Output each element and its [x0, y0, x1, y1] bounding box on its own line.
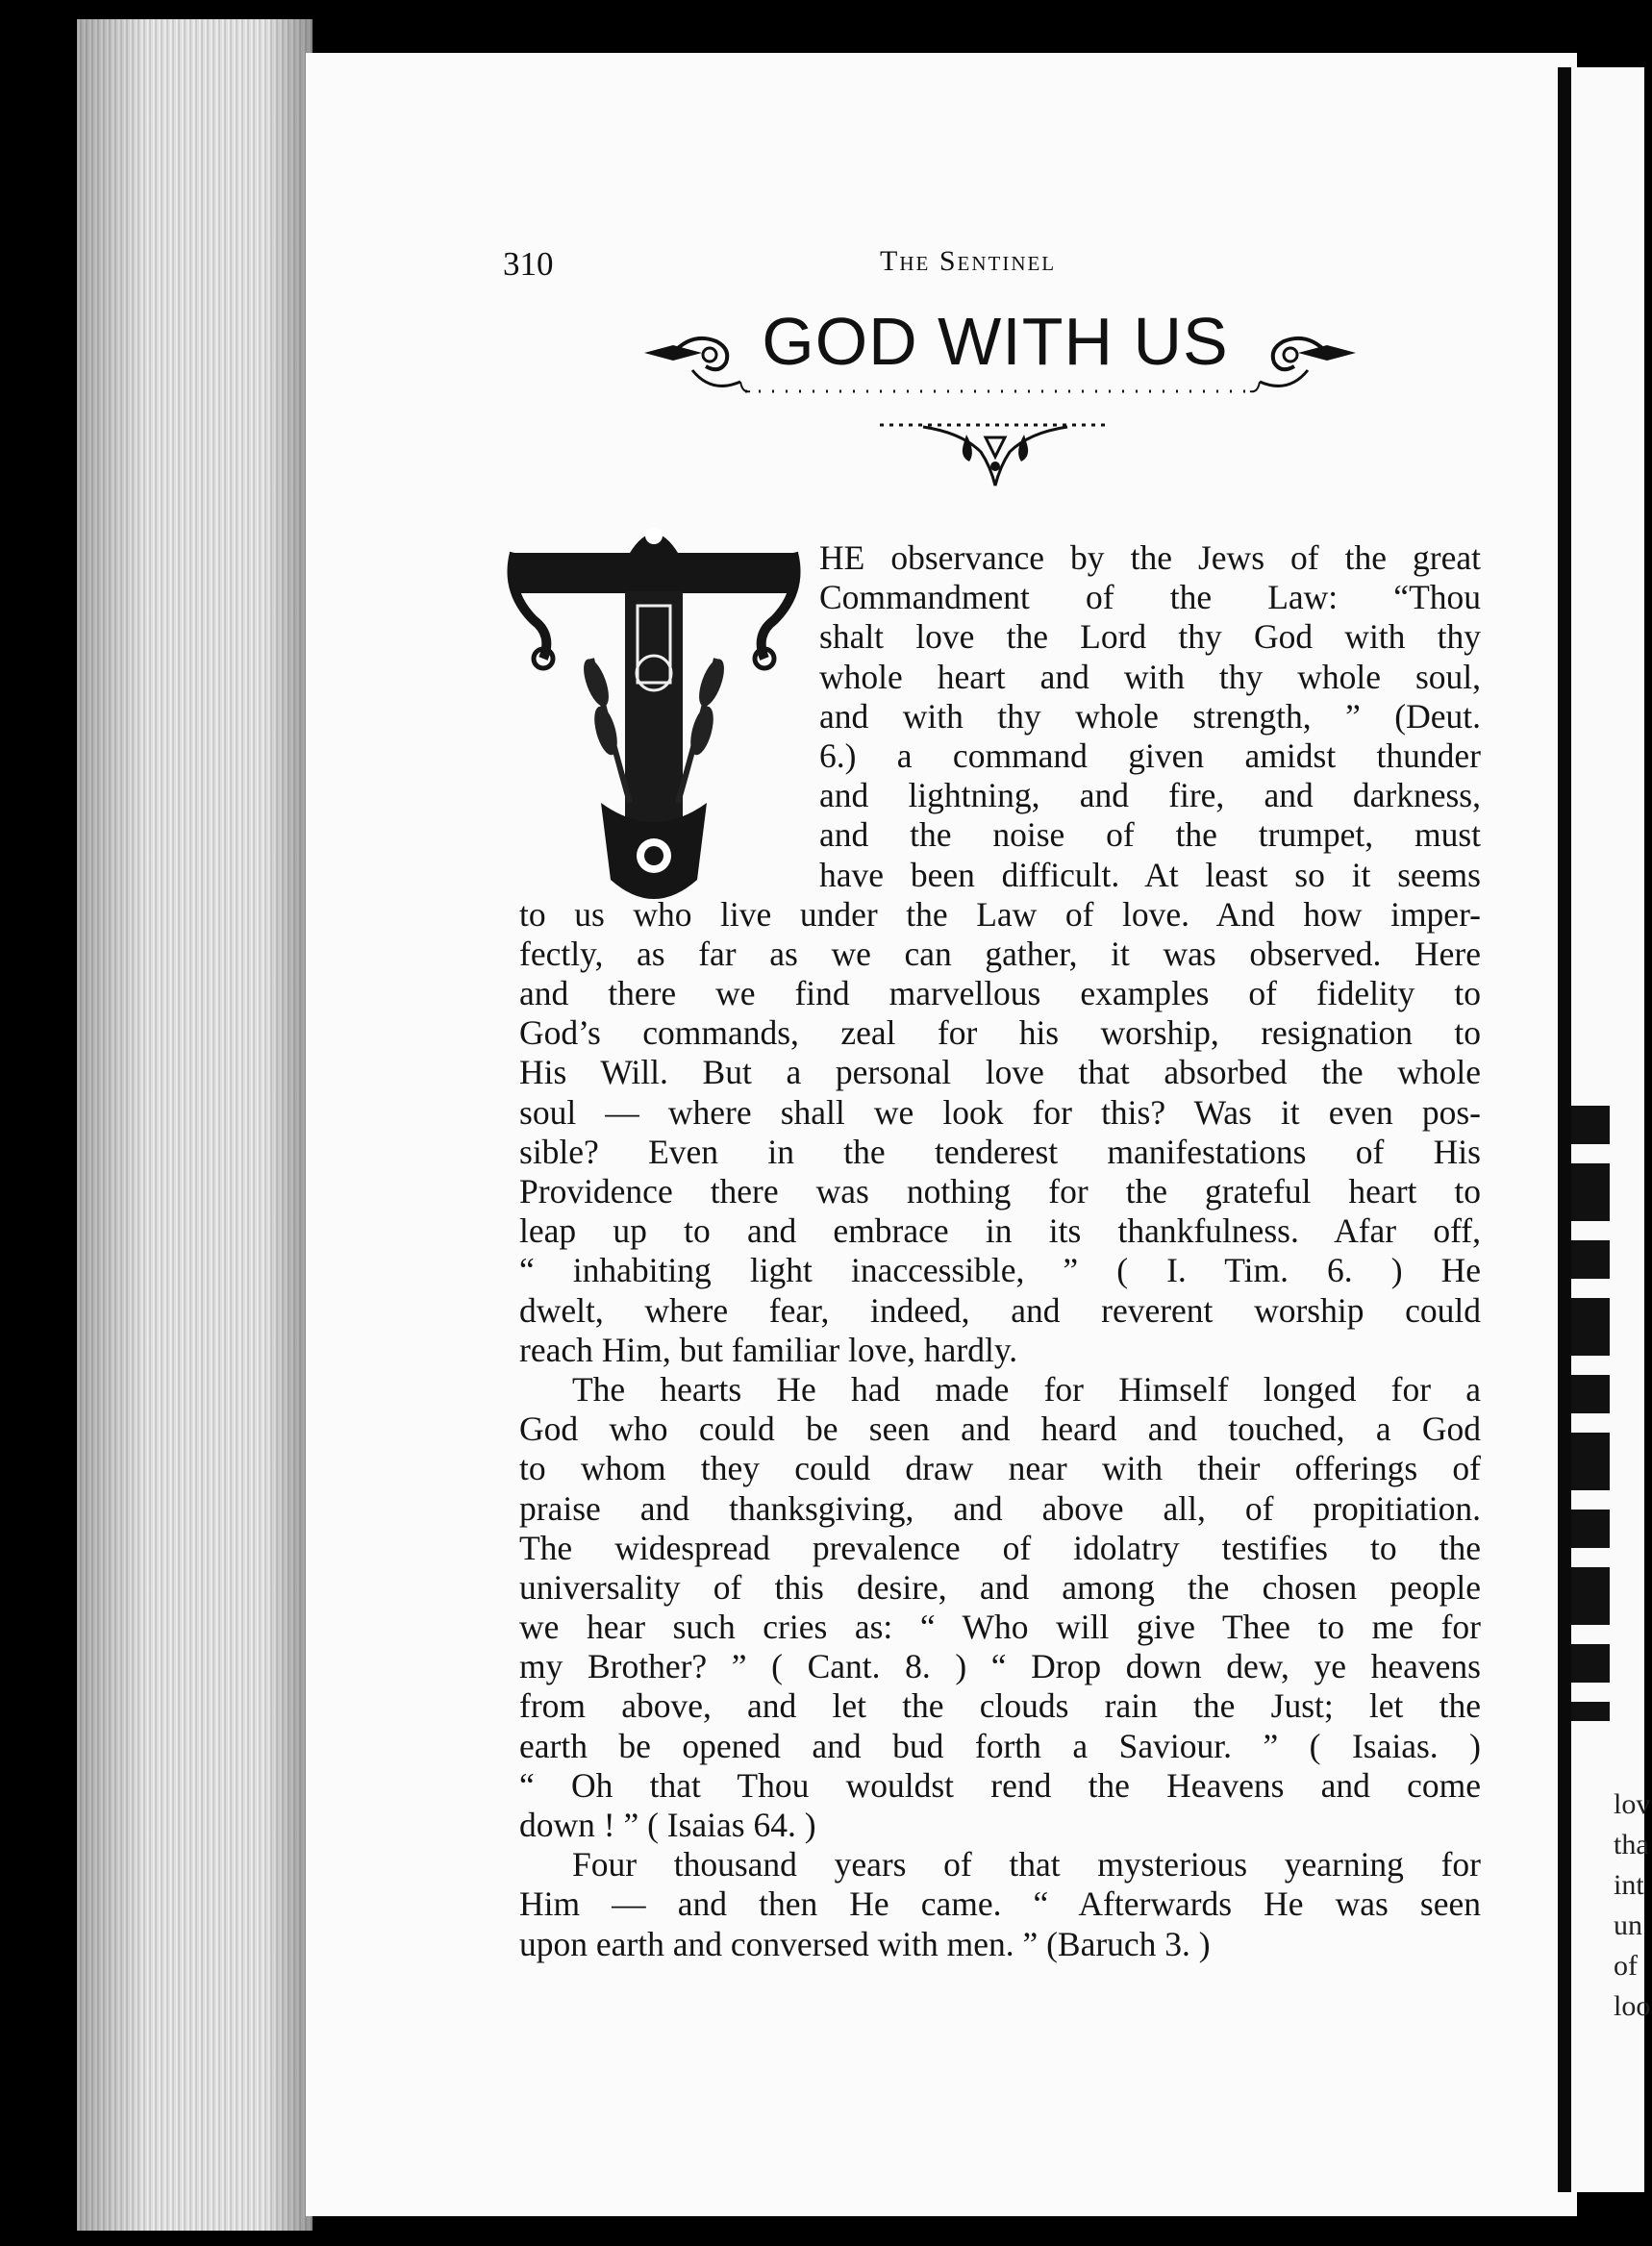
- text-line: His Will. But a personal love that absorbed the whole: [519, 1053, 1481, 1092]
- facing-line: un: [1614, 1909, 1642, 1941]
- text-line: to whom they could draw near with their offerings of: [519, 1449, 1481, 1488]
- facing-page: [1558, 67, 1651, 2192]
- page-header: [503, 245, 1484, 293]
- text-line: earth be opened and bud forth a Saviour. ” ( Isaias. ): [519, 1726, 1481, 1765]
- facing-line: tha: [1614, 1829, 1649, 1860]
- facing-page-ornament: [1571, 1106, 1610, 1721]
- text-line: 6.) a command given amidst thunder: [819, 736, 1481, 775]
- facing-line: of: [1614, 1950, 1638, 1982]
- text-line: reach Him, but familiar love, hardly.: [519, 1330, 1018, 1369]
- ornament-icon: [875, 413, 1115, 490]
- text-line: universality of this desire, and among the chosen people: [519, 1567, 1481, 1607]
- text-line: Commandment of the Law: “Thou: [819, 578, 1481, 617]
- text-line: and there we find marvellous examples of fidelity to: [519, 974, 1481, 1013]
- text-line: “ inhabiting light inaccessible, ” ( I. Tim. 6. ) He: [519, 1251, 1481, 1290]
- text-line: praise and thanksgiving, and above all, of propitiation.: [519, 1488, 1481, 1528]
- facing-page-text: [1614, 1784, 1652, 2027]
- text-line: “ Oh that Thou wouldst rend the Heavens and come: [519, 1765, 1481, 1805]
- text-line: leap up to and embrace in its thankfulness. Afar off,: [519, 1211, 1481, 1251]
- text-line: fectly, as far as we can gather, it was observed. Here: [519, 934, 1481, 973]
- text-line: The hearts He had made for Himself longed for a: [572, 1369, 1481, 1409]
- text-line: upon earth and conversed with men. ” (Baruch 3. ): [519, 1924, 1211, 1963]
- facing-line: lov: [1614, 1788, 1651, 1820]
- text-line: dwelt, where fear, indeed, and reverent worship could: [519, 1290, 1481, 1330]
- article-body: [519, 538, 1481, 1964]
- text-line: to us who live under the Law of love. And how imper-: [519, 894, 1481, 934]
- text-line: we hear such cries as: “ Who will give Thee to me for: [519, 1608, 1481, 1647]
- text-line: whole heart and with thy whole soul,: [819, 657, 1481, 696]
- running-head: The Sentinel: [880, 245, 1057, 277]
- facing-line: int: [1614, 1869, 1644, 1901]
- text-line: God’s commands, zeal for his worship, resignation to: [519, 1013, 1481, 1053]
- text-line: and lightning, and fire, and darkness,: [819, 776, 1481, 815]
- text-line: Four thousand years of that mysterious yearning for: [572, 1845, 1481, 1884]
- text-line: my Brother? ” ( Cant. 8. ) “ Drop down dew, ye heavens: [519, 1647, 1481, 1686]
- text-line: from above, and let the clouds rain the Just; let the: [519, 1686, 1481, 1726]
- text-line: The widespread prevalence of idolatry testifies to the: [519, 1528, 1481, 1567]
- text-line: Providence there was nothing for the grateful heart to: [519, 1172, 1481, 1210]
- text-line: HE observance by the Jews of the great: [819, 538, 1481, 577]
- text-line: shalt love the Lord thy God with thy: [819, 617, 1481, 657]
- book-page-edges: [77, 19, 313, 2231]
- text-line: have been difficult. At least so it seems: [819, 855, 1481, 894]
- text-line: down ! ” ( Isaias 64. ): [519, 1806, 816, 1844]
- text-line: sible? Even in the tenderest manifestations of His: [519, 1132, 1481, 1171]
- text-line: Him — and then He came. “ Afterwards He was seen: [519, 1884, 1481, 1924]
- facing-line: loo: [1614, 1990, 1651, 2022]
- text-line: and with thy whole strength, ” (Deut.: [819, 696, 1481, 736]
- title-banner: [635, 303, 1365, 409]
- article-title: GOD WITH US: [762, 304, 1229, 379]
- page-number: 310: [503, 245, 554, 283]
- text-line: soul — where shall we look for this? Was it even pos-: [519, 1092, 1481, 1132]
- text-line: God who could be seen and heard and touched, a God: [519, 1410, 1481, 1449]
- text-line: and the noise of the trumpet, must: [819, 815, 1481, 855]
